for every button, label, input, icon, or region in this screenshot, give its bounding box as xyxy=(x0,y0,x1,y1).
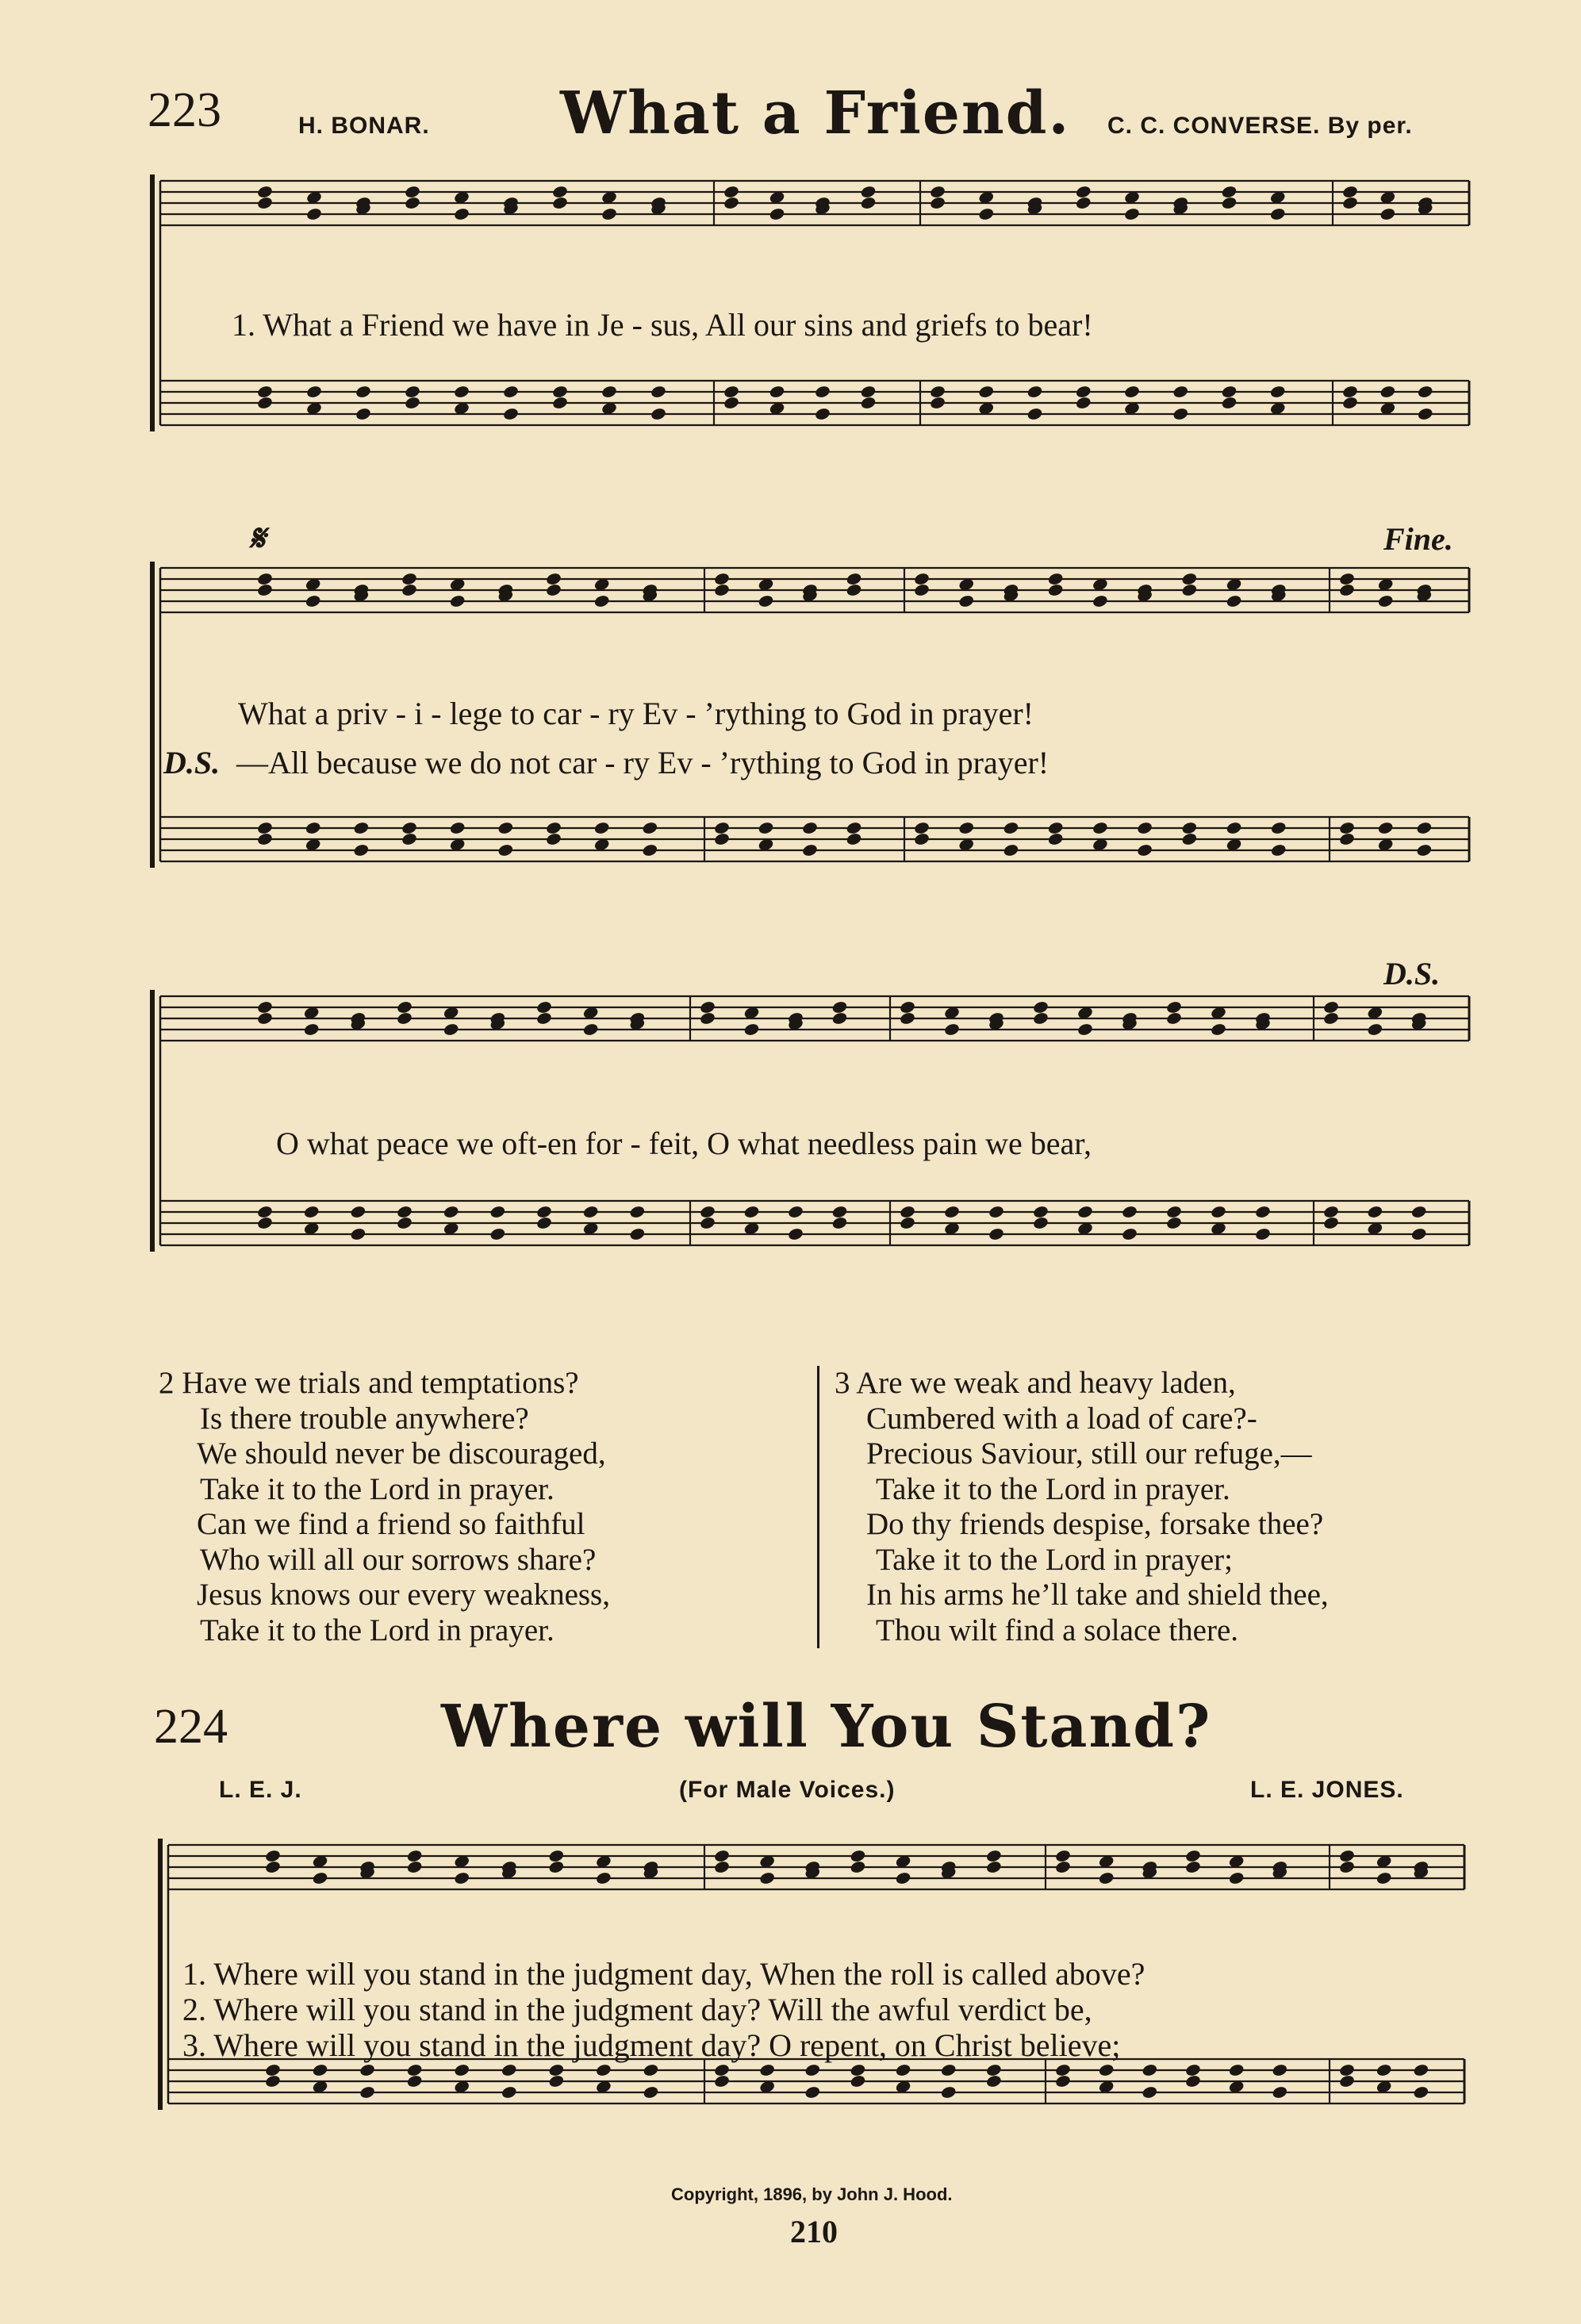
hymn-224-composer: L. E. JONES. xyxy=(1250,1777,1404,1803)
verse-3-line: Take it to the Lord in prayer; xyxy=(876,1542,1233,1577)
verse-3-line: Take it to the Lord in prayer. xyxy=(876,1471,1230,1506)
verse-3-line: 3 Are we weak and heavy laden, xyxy=(835,1366,1236,1400)
hymn-224-verse-line: 1. Where will you stand in the judgment day, When the roll is called above? xyxy=(182,1956,1145,1992)
verse-2 xyxy=(159,1366,610,1648)
verse-3-line: Do thy friends despise, forsake thee? xyxy=(866,1507,1324,1541)
hymn-223-lyric-line-3: —All because we do not car - ry Ev - ’rything to God in prayer! xyxy=(236,745,1050,780)
ds-label: D.S. xyxy=(163,745,221,780)
verse-divider xyxy=(817,1366,819,1648)
verse-2-line: Is there trouble anywhere? xyxy=(200,1401,529,1436)
verse-3-line: Thou wilt find a solace there. xyxy=(876,1613,1239,1647)
verse-2-line: Take it to the Lord in prayer. xyxy=(200,1471,555,1506)
hymn-223-lyric-line-4: O what peace we oft-en for - feit, O what needless pain we bear, xyxy=(276,1126,1092,1161)
hymn-223-title: What a Friend. xyxy=(560,79,1071,148)
hymn-223-lyric-line-1: 1. What a Friend we have in Je - sus, All our sins and griefs to bear! xyxy=(232,307,1093,343)
hymn-number-223: 223 xyxy=(148,83,221,137)
hymn-223-composer: C. C. CONVERSE. By per. xyxy=(1107,113,1413,139)
hymn-224-verses xyxy=(182,1956,1145,2063)
fine-marker: Fine. xyxy=(1383,521,1453,557)
hymn-224-author: L. E. J. xyxy=(219,1777,302,1803)
segno-sign: 𝄋 xyxy=(249,518,265,558)
verse-2-line: 2 Have we trials and temptations? xyxy=(159,1366,579,1400)
page-number: 210 xyxy=(790,2214,838,2249)
verse-3 xyxy=(835,1366,1329,1648)
verse-2-line: Take it to the Lord in prayer. xyxy=(200,1613,555,1647)
hymn-223-author: H. BONAR. xyxy=(298,113,430,139)
hymn-223-lyric-line-2: What a priv - i - lege to car - ry Ev - ’rything to God in prayer! xyxy=(238,696,1034,731)
hymn-224-verse-line: 3. Where will you stand in the judgment day? O repent, on Christ believe; xyxy=(182,2027,1121,2063)
hymn-224-title: Where will You Stand? xyxy=(441,1693,1212,1761)
verse-3-line: Cumbered with a load of care?- xyxy=(866,1401,1257,1436)
verse-3-line: In his arms he’ll take and shield thee, xyxy=(866,1578,1329,1612)
verse-3-line: Precious Saviour, still our refuge,— xyxy=(866,1436,1312,1471)
ds-end-marker: D.S. xyxy=(1383,956,1441,991)
verse-2-line: We should never be discouraged, xyxy=(197,1436,606,1471)
hymn-number-224: 224 xyxy=(154,1700,228,1754)
verse-2-line: Who will all our sorrows share? xyxy=(200,1542,597,1577)
verse-2-line: Jesus knows our every weakness, xyxy=(197,1578,610,1612)
hymn-224-verse-line: 2. Where will you stand in the judgment day? Will the awful verdict be, xyxy=(182,1992,1092,2027)
hymn-224-subtitle: (For Male Voices.) xyxy=(679,1777,896,1803)
copyright-notice: Copyright, 1896, by John J. Hood. xyxy=(671,2184,953,2204)
verse-2-line: Can we find a friend so faithful xyxy=(197,1507,585,1541)
